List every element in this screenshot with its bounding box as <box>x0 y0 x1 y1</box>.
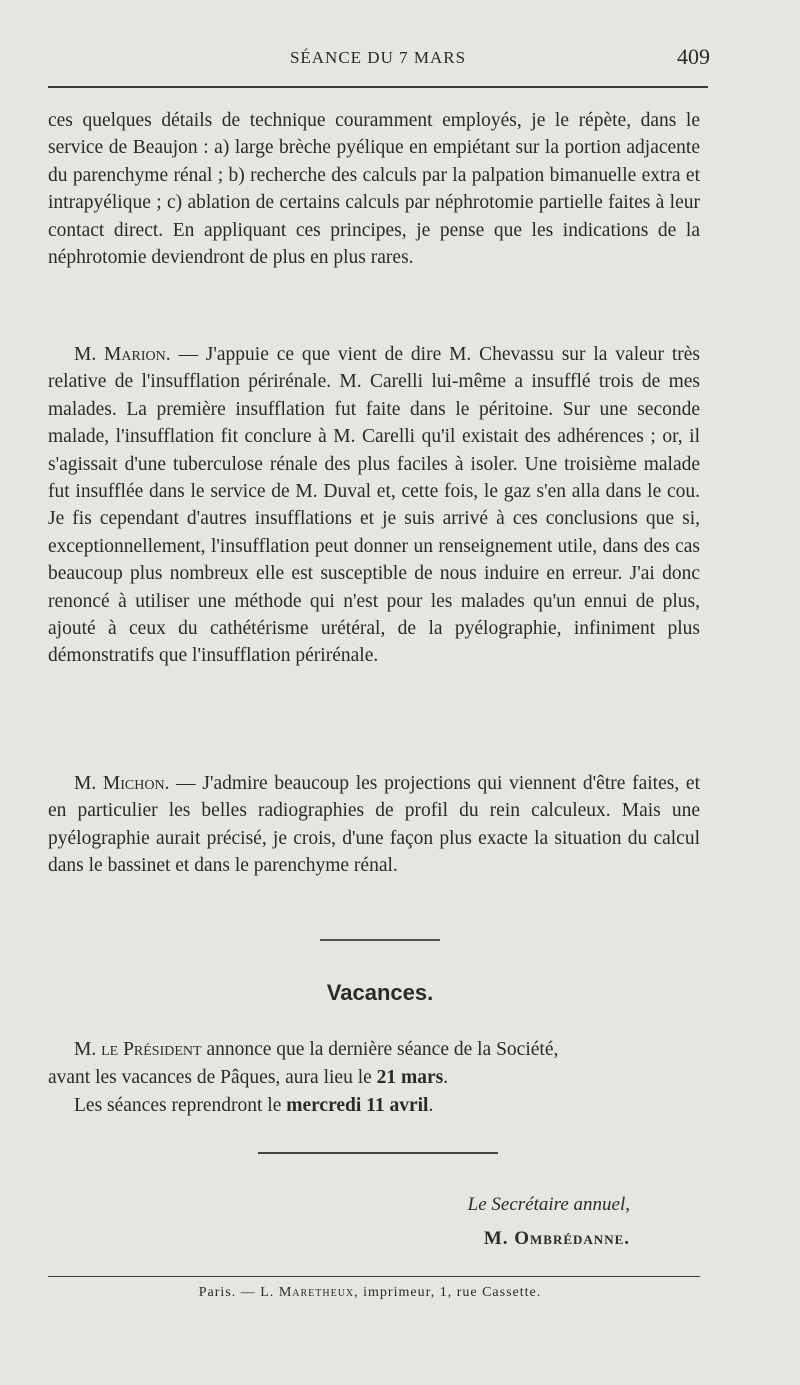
footer-rule <box>48 1276 700 1277</box>
announcement-date: mercredi 11 avril <box>286 1095 429 1116</box>
speaker-name: M. Marion. <box>74 344 171 365</box>
announcement-line <box>48 1092 728 1120</box>
signature-block <box>468 1188 630 1256</box>
running-title: SÉANCE DU 7 MARS <box>289 48 467 67</box>
announcement-text: . <box>428 1095 434 1116</box>
discussion-paragraph-michon <box>48 770 700 880</box>
imprint-printer: Maretheux <box>278 1285 355 1300</box>
announcement-text: annonce que la dernière séance de la Société, <box>201 1039 559 1060</box>
page-number: 409 <box>677 44 710 69</box>
section-divider <box>320 939 440 941</box>
printer-imprint <box>0 1285 740 1301</box>
announcement-text: Les séances reprendront le <box>74 1095 287 1116</box>
discussion-paragraph-marion <box>48 341 700 670</box>
speaker-name: M. le Président <box>74 1039 202 1060</box>
section-divider <box>258 1152 498 1154</box>
announcement-line <box>48 1036 728 1064</box>
speaker-name: M. Michon. <box>74 773 170 794</box>
announcement-text: avant les vacances de Pâques, aura lieu le <box>48 1067 377 1088</box>
section-title: Vacances. <box>326 980 434 1005</box>
page-header <box>48 42 708 76</box>
signature-name: M. Ombrédanne. <box>483 1228 630 1249</box>
speaker-text: — J'appuie ce que vient de dire M. Chevassu sur la valeur très relative de l'insufflation périrénale. M. Carelli lui-même a insufflé trois de mes malades. La première insufflation fut faite dans le péritoine. Sur une seconde malade, l'insufflation fit conclure à M. Carelli qu'il existait des adhérences ; or, il s'agissait d'une tuberculose rénale des plus faciles à isoler. Une troisième malade fut insufflée dans le service de M. Duval et, cette fois, le gaz s'en alla dans le cou. Je fis cependant d'autres insufflations et je suis arrivé à ces conclusions que si, exceptionnellement, l'insufflation peut donner un renseignement utile, dans des cas beaucoup plus nombreux elle est susceptible de nous induire en erreur. J'ai donc renoncé à utiliser une méthode qui n'est pour les malades qu'un ennui de plus, ajouté à ceux du cathétérisme urétéral, de la pyélographie, infiniment plus démonstratifs que l'insufflation périrénale. <box>48 344 701 667</box>
announcement-line <box>48 1064 728 1092</box>
imprint-city: Paris. — L. <box>198 1285 279 1300</box>
announcement-date: 21 mars <box>376 1067 444 1088</box>
discussion-paragraph: ces quelques détails de technique couramment employés, je le répète, dans le service de Beaujon : a) large brèche pyélique en empiétant sur la portion adjacente du parenchyme rénal ; b) recherche des calculs par la palpation bimanuelle extra et intrapyélique ; c) ablation de certains calculs par néphrotomie partielle faites à leur contact direct. En appliquant ces principes, je pense que les indications de la néphrotomie deviendront de plus en plus rares. <box>48 110 700 269</box>
imprint-address: , imprimeur, 1, rue Cassette. <box>354 1285 542 1300</box>
signature-role: Le Secrétaire annuel, <box>467 1194 630 1215</box>
announcement-text: . <box>443 1067 449 1088</box>
header-rule <box>48 86 708 88</box>
speaker-text: — J'admire beaucoup les projections qui viennent d'être faites, et en particulier les belles radiographies de profil du rein calculeux. Mais une pyélographie aurait précisé, je crois, d'une façon plus exacte la situation du calcul dans le bassinet et dans le parenchyme rénal. <box>48 773 700 877</box>
announcement <box>48 1036 728 1120</box>
